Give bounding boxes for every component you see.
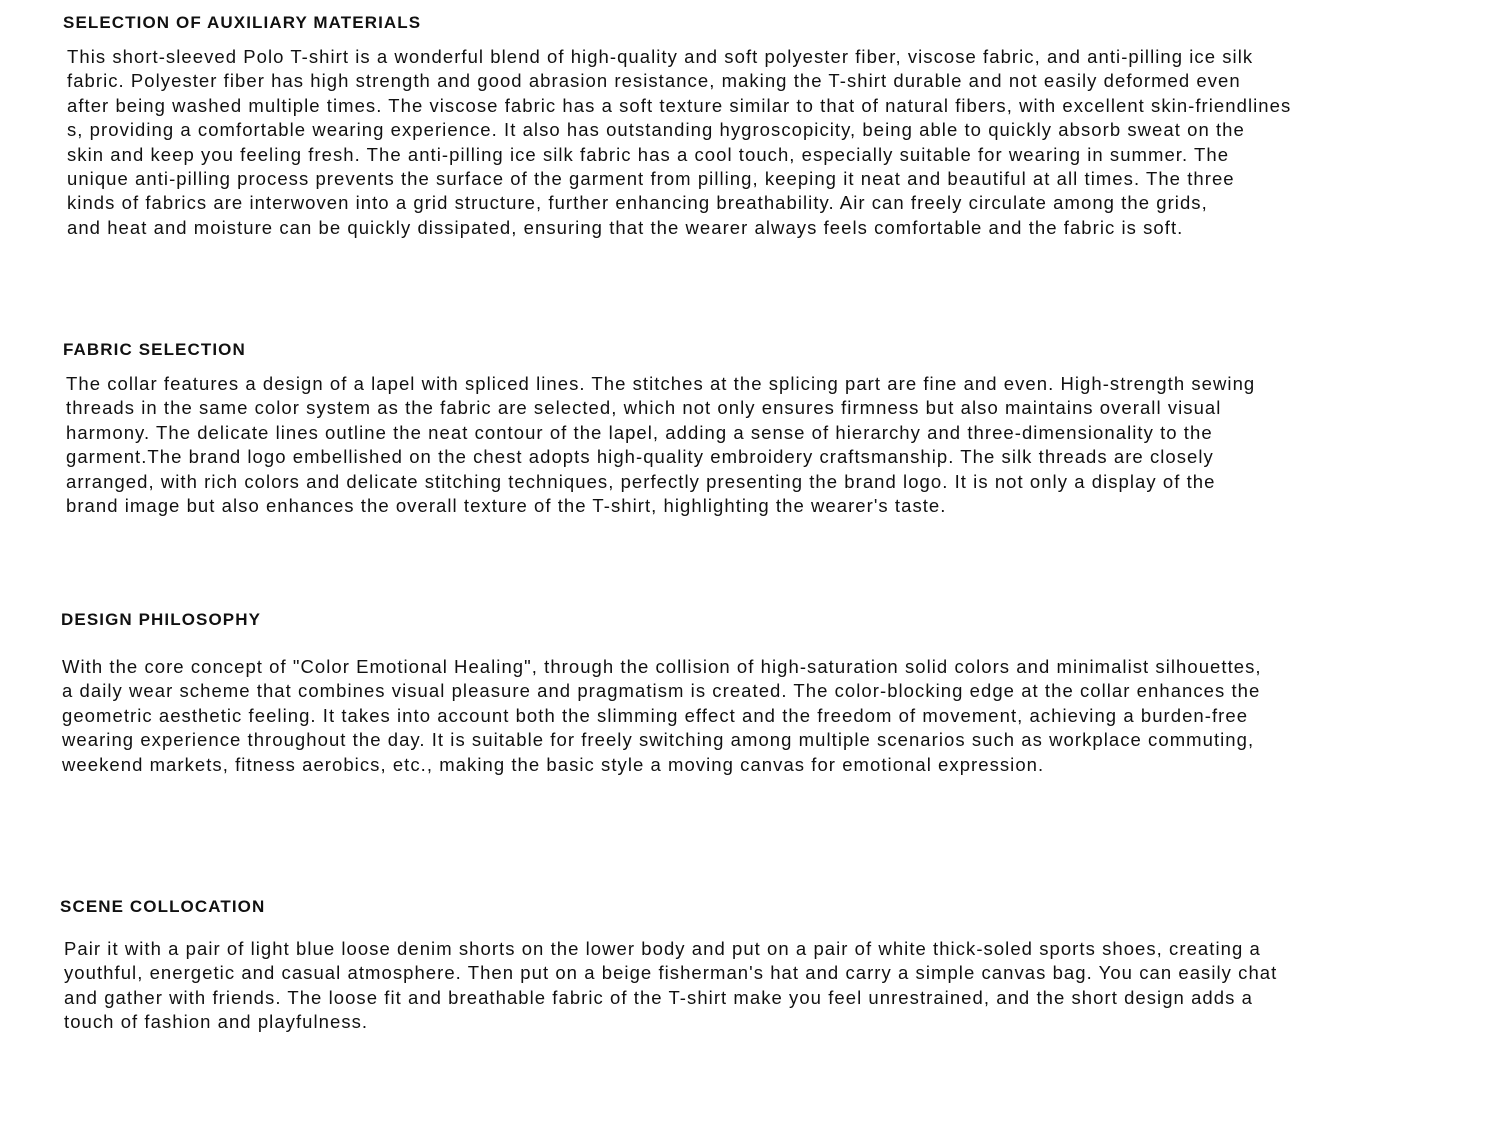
paragraph-line: brand image but also enhances the overall texture of the T-shirt, highlighting the wearer's taste.	[66, 495, 947, 517]
section-body-design-philosophy	[62, 655, 1482, 777]
section-heading-design-philosophy: DESIGN PHILOSOPHY	[61, 610, 262, 629]
paragraph-line: and gather with friends. The loose fit and breathable fabric of the T-shirt make you feel unrestrained, and the short design adds a	[64, 986, 1253, 1008]
paragraph-line: This short-sleeved Polo T-shirt is a wonderful blend of high-quality and soft polyester fiber, viscose fabric, and anti-pilling ice silk	[67, 46, 1254, 67]
paragraph-line: unique anti-pilling process prevents the surface of the garment from pilling, keeping it neat and beautiful at all times. The three	[67, 168, 1235, 190]
section-body-scene-collocation	[64, 937, 1484, 1035]
paragraph-line: Pair it with a pair of light blue loose denim shorts on the lower body and put on a pair of white thick-soled sports shoes, creating a	[64, 938, 1261, 959]
paragraph-line: harmony. The delicate lines outline the neat contour of the lapel, adding a sense of hierarchy and three-dimensionality to the	[66, 421, 1213, 443]
paragraph-line: wearing experience throughout the day. It is suitable for freely switching among multiple scenarios such as workplace commuting,	[62, 729, 1255, 751]
paragraph-line: threads in the same color system as the fabric are selected, which not only ensures firmness but also maintains overall visual	[66, 397, 1222, 419]
paragraph-line: With the core concept of "Color Emotional Healing", through the collision of high-saturation solid colors and minimalist silhouettes,	[62, 656, 1262, 677]
section-heading-scene-collocation: SCENE COLLOCATION	[60, 897, 266, 916]
paragraph-line: garment.The brand logo embellished on the chest adopts high-quality embroidery craftsmanship. The silk threads are closely	[66, 446, 1214, 468]
paragraph-line: and heat and moisture can be quickly dissipated, ensuring that the wearer always feels comfortable and the fabric is soft.	[67, 216, 1184, 238]
paragraph-line: weekend markets, fitness aerobics, etc., making the basic style a moving canvas for emotional expression.	[62, 753, 1045, 775]
section-body-fabric-selection	[66, 372, 1486, 518]
paragraph-line: geometric aesthetic feeling. It takes into account both the slimming effect and the freedom of movement, achieving a burden-free	[62, 704, 1249, 726]
section-heading-auxiliary-materials: SELECTION OF AUXILIARY MATERIALS	[63, 13, 422, 32]
paragraph-line: touch of fashion and playfulness.	[64, 1011, 369, 1033]
paragraph-line: youthful, energetic and casual atmosphere. Then put on a beige fisherman's hat and carry a simple canvas bag. You can easily chat	[64, 962, 1278, 984]
paragraph-line: skin and keep you feeling fresh. The anti-pilling ice silk fabric has a cool touch, especially suitable for wearing in summer. The	[67, 143, 1230, 165]
section-heading-fabric-selection: FABRIC SELECTION	[63, 340, 246, 359]
paragraph-line: fabric. Polyester fiber has high strength and good abrasion resistance, making the T-shirt durable and not easily deformed even	[67, 70, 1241, 92]
paragraph-line: The collar features a design of a lapel with spliced lines. The stitches at the splicing part are fine and even. High-strength sewing	[66, 373, 1256, 394]
paragraph-line: kinds of fabrics are interwoven into a grid structure, further enhancing breathability. Air can freely circulate among the grids,	[67, 192, 1208, 214]
section-body-auxiliary-materials	[67, 45, 1497, 240]
paragraph-line: after being washed multiple times. The viscose fabric has a soft texture similar to that of natural fibers, with excellent skin-friendlines	[67, 94, 1292, 116]
paragraph-line: arranged, with rich colors and delicate stitching techniques, perfectly presenting the brand logo. It is not only a display of the	[66, 470, 1216, 492]
paragraph-line: s, providing a comfortable wearing experience. It also has outstanding hygroscopicity, being able to quickly absorb sweat on the	[67, 119, 1245, 141]
paragraph-line: a daily wear scheme that combines visual pleasure and pragmatism is created. The color-blocking edge at the collar enhances the	[62, 680, 1261, 702]
